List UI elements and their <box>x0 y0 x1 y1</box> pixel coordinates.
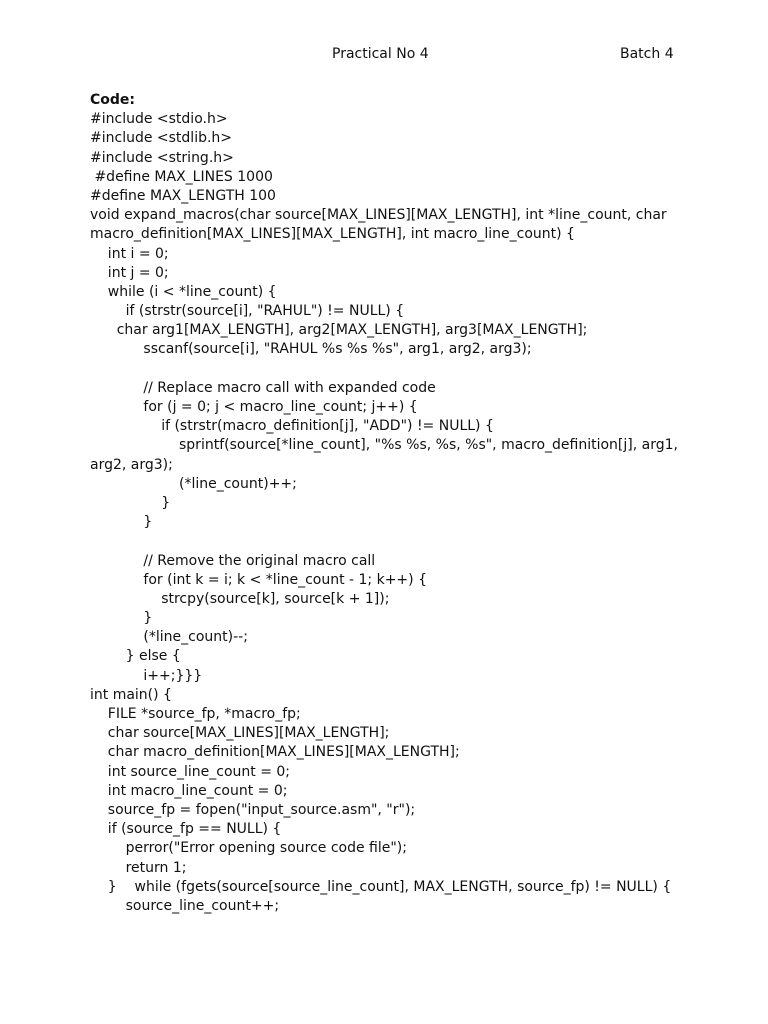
code-line: return 1; <box>90 859 187 876</box>
code-line: #include <stdio.h> <box>90 111 228 128</box>
code-block <box>90 110 710 916</box>
code-line: } <box>90 610 153 627</box>
code-line: #define MAX_LINES 1000 <box>90 168 273 185</box>
code-line: macro_definition[MAX_LINES][MAX_LENGTH], int macro_line_count) { <box>90 226 575 243</box>
code-section-label: Code: <box>90 92 136 108</box>
code-line: strcpy(source[k], source[k + 1]); <box>90 590 390 607</box>
code-line: int main() { <box>90 686 172 703</box>
code-line: perror("Error opening source code file"); <box>90 840 407 857</box>
code-line: for (int k = i; k < *line_count - 1; k++) { <box>90 571 427 588</box>
code-line: #define MAX_LENGTH 100 <box>90 187 276 204</box>
code-line: #include <string.h> <box>90 149 234 166</box>
code-line: #include <stdlib.h> <box>90 130 233 147</box>
code-line: } else { <box>90 648 181 665</box>
practical-title: Practical No 4 <box>332 46 429 62</box>
code-line: arg2, arg3); <box>90 456 173 473</box>
code-line: (*line_count)++; <box>90 475 297 492</box>
code-line: } <box>90 514 153 531</box>
code-line: source_line_count++; <box>90 897 280 914</box>
code-line: i++;}}} <box>90 667 203 684</box>
code-line: int source_line_count = 0; <box>90 763 291 780</box>
code-line: void expand_macros(char source[MAX_LINES][MAX_LENGTH], int *line_count, char <box>90 207 667 224</box>
code-line: (*line_count)--; <box>90 629 248 646</box>
code-line: int i = 0; <box>90 245 169 262</box>
code-line <box>90 360 710 379</box>
document-body <box>90 91 710 916</box>
code-line <box>90 532 710 551</box>
code-line: } <box>90 494 171 511</box>
code-line: // Remove the original macro call <box>90 552 376 569</box>
code-line: sscanf(source[i], "RAHUL %s %s %s", arg1, arg2, arg3); <box>90 341 532 358</box>
code-line: char source[MAX_LINES][MAX_LENGTH]; <box>90 725 390 742</box>
code-line: if (source_fp == NULL) { <box>90 821 282 838</box>
code-line: sprintf(source[*line_count], "%s %s, %s, %s", macro_definition[j], arg1, <box>90 437 678 454</box>
code-line: source_fp = fopen("input_source.asm", "r"); <box>90 801 416 818</box>
code-line: char macro_definition[MAX_LINES][MAX_LENGTH]; <box>90 744 460 761</box>
code-line: FILE *source_fp, *macro_fp; <box>90 706 301 722</box>
code-line: // Replace macro call with expanded code <box>90 379 436 396</box>
code-line: if (strstr(macro_definition[j], "ADD") != NULL) { <box>90 418 494 435</box>
code-line: for (j = 0; j < macro_line_count; j++) { <box>90 399 418 415</box>
code-line: if (strstr(source[i], "RAHUL") != NULL) { <box>90 303 405 320</box>
code-line: char arg1[MAX_LENGTH], arg2[MAX_LENGTH], arg3[MAX_LENGTH]; <box>90 322 588 339</box>
code-line: int macro_line_count = 0; <box>90 782 288 799</box>
code-line: while (i < *line_count) { <box>90 283 277 300</box>
code-line: } while (fgets(source[source_line_count], MAX_LENGTH, source_fp) != NULL) { <box>90 878 672 895</box>
batch-label: Batch 4 <box>620 46 674 62</box>
code-line: int j = 0; <box>90 264 169 281</box>
